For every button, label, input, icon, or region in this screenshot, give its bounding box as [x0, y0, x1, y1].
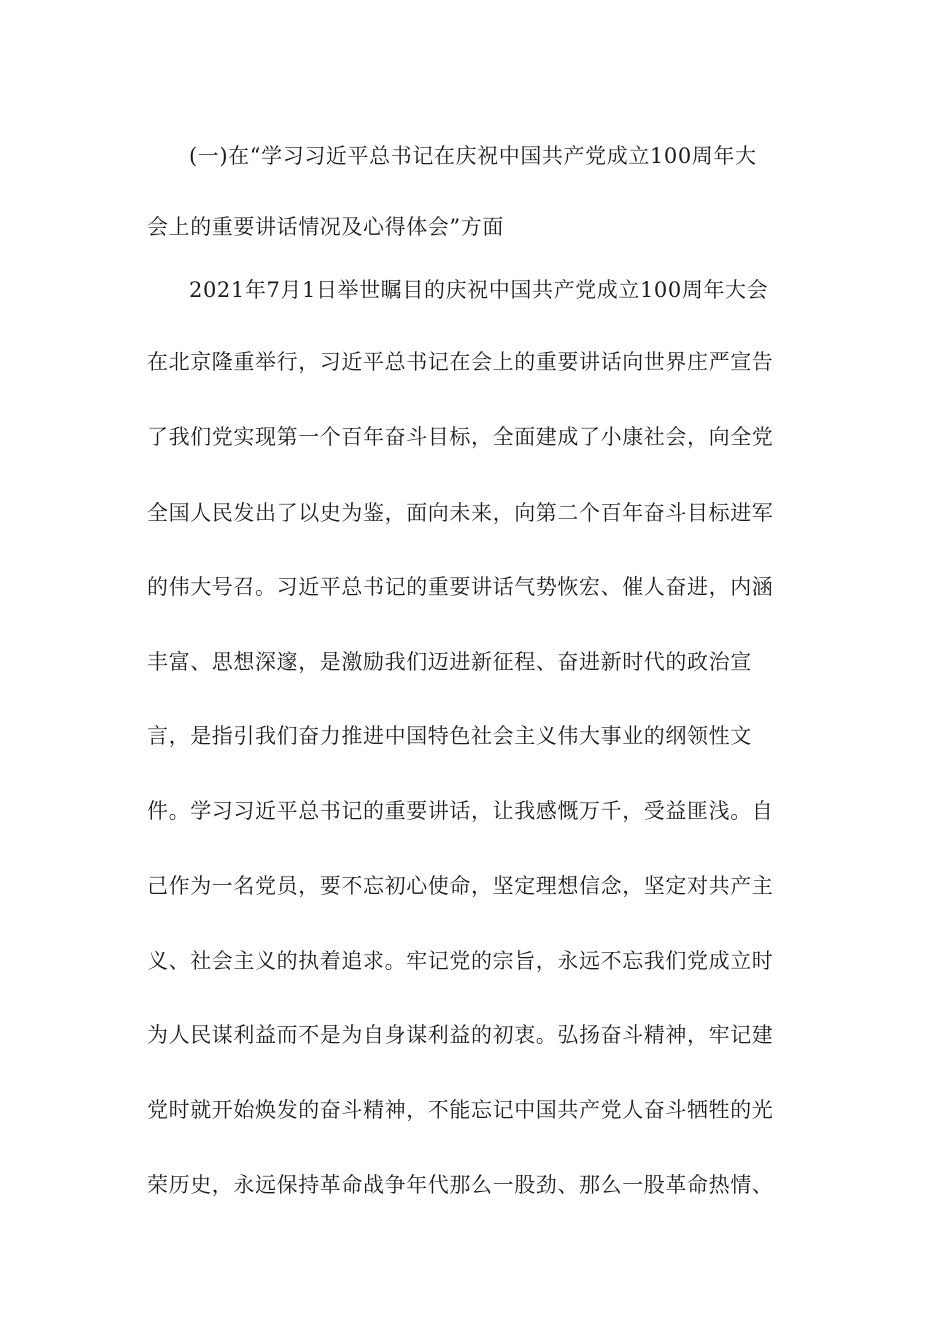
body-line: 为人民谋利益而不是为自身谋利益的初衷。弘扬奋斗精神，牢记建	[147, 1023, 774, 1047]
body-line: 丰富、思想深邃，是激励我们迈进新征程、奋进新时代的政治宣	[147, 650, 752, 674]
section-heading-line-2: 会上的重要讲话情况及心得体会”方面	[147, 215, 504, 239]
body-line: 党时就开始焕发的奋斗精神，不能忘记中国共产党人奋斗牺牲的光	[147, 1098, 774, 1122]
body-line: 荣历史，永远保持革命战争年代那么一股劲、那么一股革命热情、	[147, 1173, 774, 1197]
body-line: 己作为一名党员，要不忘初心使命，坚定理想信念，坚定对共产主	[147, 874, 774, 898]
body-line: 在北京隆重举行，习近平总书记在会上的重要讲话向世界庄严宣告	[147, 350, 774, 374]
body-line: 2021年7月1日举世瞩目的庆祝中国共产党成立100周年大会	[189, 278, 769, 302]
section-heading-line-1: (一)在“学习习近平总书记在庆祝中国共产党成立100周年大	[189, 144, 757, 168]
body-line: 的伟大号召。习近平总书记的重要讲话气势恢宏、催人奋进，内涵	[147, 575, 774, 599]
body-line: 言，是指引我们奋力推进中国特色社会主义伟大事业的纲领性文	[147, 724, 752, 748]
body-line: 义、社会主义的执着追求。牢记党的宗旨，永远不忘我们党成立时	[147, 949, 774, 973]
body-line: 全国人民发出了以史为鉴，面向未来，向第二个百年奋斗目标进军	[147, 501, 774, 525]
body-line: 了我们党实现第一个百年奋斗目标，全面建成了小康社会，向全党	[147, 425, 774, 449]
body-line: 件。学习习近平总书记的重要讲话，让我感慨万千，受益匪浅。自	[147, 799, 774, 823]
